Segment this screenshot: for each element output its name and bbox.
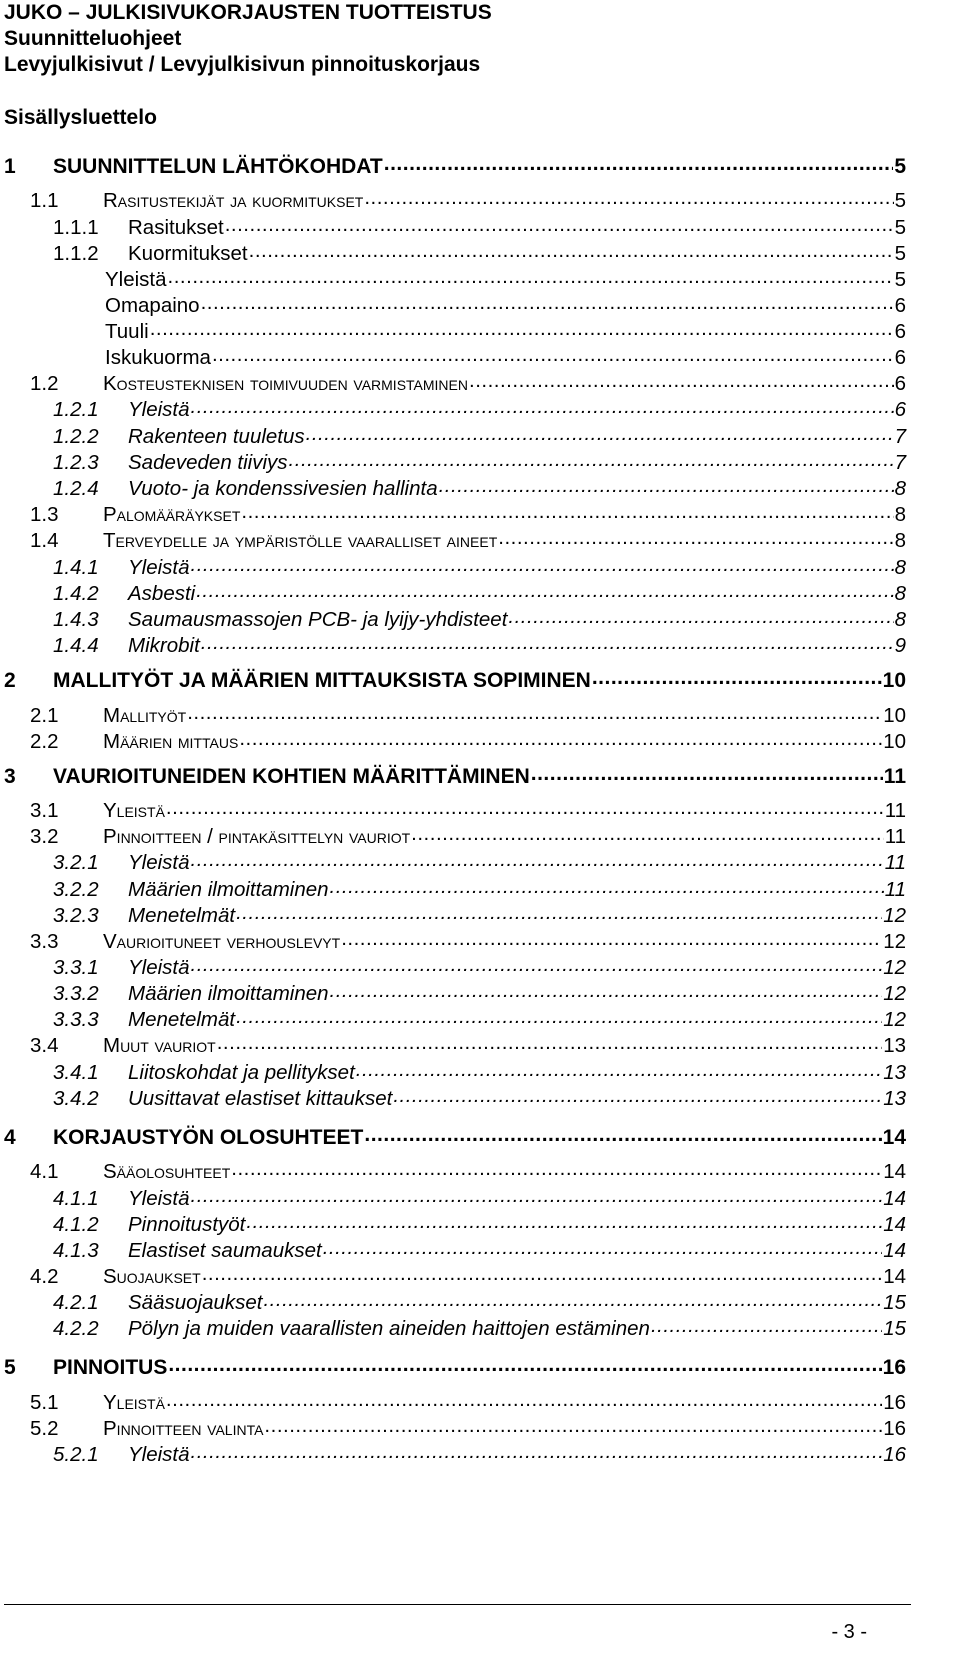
toc-dot-leader (241, 500, 893, 521)
toc-entry[interactable] (105, 343, 906, 369)
toc-dot-leader (384, 152, 894, 173)
toc-entry-title: KORJAUSTYÖN OLOSUHTEET (53, 1126, 364, 1149)
toc-entry[interactable] (53, 1210, 906, 1236)
toc-entry[interactable] (30, 369, 906, 395)
toc-entry[interactable] (53, 395, 906, 421)
toc-dot-leader (651, 1314, 882, 1335)
toc-entry-number: 2.2 (30, 729, 59, 753)
toc-dot-leader (364, 186, 893, 207)
toc-entry-number: 1.4.4 (53, 633, 99, 657)
toc-entry-page: 15 (883, 1290, 906, 1314)
toc-entry-page: 13 (883, 1086, 906, 1110)
toc-dot-leader (201, 291, 894, 312)
toc-entry-title: PINNOITUS (53, 1356, 168, 1379)
toc-entry-number: 3.2.1 (53, 850, 99, 874)
toc-dot-leader (289, 448, 894, 469)
toc-entry-page: 6 (894, 397, 906, 421)
toc-entry[interactable] (30, 701, 906, 727)
toc-entry-page: 10 (882, 669, 906, 692)
toc-entry-title: Määrien ilmoittaminen (128, 981, 329, 1005)
toc-entry[interactable] (53, 1288, 906, 1314)
toc-entry-number: 5.1 (30, 1390, 59, 1414)
toc-entry-page: 14 (883, 1238, 906, 1262)
toc-entry-page: 8 (894, 528, 906, 552)
toc-entry-number: 4.2 (30, 1264, 59, 1288)
toc-entry-page: 16 (882, 1356, 906, 1379)
toc-entry-title: Yleistä (103, 798, 165, 822)
toc-entry-number: 1.2 (30, 371, 59, 395)
toc-entry-number: 4.1.2 (53, 1212, 99, 1236)
toc-dot-leader (323, 1236, 882, 1257)
toc-dot-leader (330, 875, 884, 896)
toc-entry-number: 5.2 (30, 1416, 59, 1440)
toc-entry-title: Sääsuojaukset (128, 1290, 263, 1314)
toc-dot-leader (239, 727, 882, 748)
toc-entry-number: 2.1 (30, 703, 59, 727)
document-header (4, 0, 492, 78)
toc-entry-number: 3.3.1 (53, 955, 99, 979)
toc-dot-leader (212, 343, 894, 364)
toc-entry-page: 12 (883, 981, 906, 1005)
toc-entry-number: 3.4.2 (53, 1086, 99, 1110)
toc-entry-number: 4.1 (30, 1159, 59, 1183)
toc-entry-page: 5 (894, 188, 906, 212)
toc-entry[interactable] (53, 875, 906, 901)
toc-entry-page: 8 (894, 581, 906, 605)
toc-dot-leader (168, 1353, 881, 1374)
toc-entry[interactable] (53, 422, 906, 448)
toc-entry-number: 4.1.1 (53, 1186, 99, 1210)
toc-entry[interactable] (30, 1414, 906, 1440)
toc-entry[interactable] (53, 901, 906, 927)
toc-entry-page: 12 (883, 955, 906, 979)
toc-entry-title: Yleistä (105, 267, 167, 291)
toc-entry-page: 11 (884, 824, 906, 848)
toc-entry-page: 9 (894, 633, 906, 657)
toc-entry-title: Vaurioituneet verhouslevyt (103, 929, 341, 953)
toc-entry-page: 5 (894, 241, 906, 265)
toc-entry-title: Sadeveden tiiviys (128, 450, 288, 474)
toc-entry[interactable] (53, 553, 906, 579)
toc-dot-leader (498, 526, 893, 547)
toc-dot-leader (191, 1440, 883, 1461)
toc-entry[interactable] (53, 1184, 906, 1210)
toc-entry[interactable] (4, 1353, 906, 1379)
toc-entry[interactable] (30, 1157, 906, 1183)
toc-entry-page: 11 (884, 877, 906, 901)
toc-entry[interactable] (105, 317, 906, 343)
toc-entry-title: Sääolosuhteet (103, 1159, 231, 1183)
toc-entry-title: Liitoskohdat ja pellitykset (128, 1060, 355, 1084)
toc-entry-page: 10 (883, 729, 906, 753)
toc-entry-title: Muut vauriot (103, 1033, 216, 1057)
toc-dot-leader (236, 901, 882, 922)
toc-entry[interactable] (30, 1031, 906, 1057)
toc-entry[interactable] (30, 927, 906, 953)
toc-dot-leader (531, 762, 883, 783)
toc-entry-page: 5 (894, 215, 906, 239)
toc-entry[interactable] (53, 448, 906, 474)
toc-dot-leader (246, 1210, 882, 1231)
toc-entry-page: 14 (883, 1186, 906, 1210)
toc-entry-page: 12 (883, 903, 906, 927)
toc-entry-number: 3.3.3 (53, 1007, 99, 1031)
toc-entry-number: 3.2 (30, 824, 59, 848)
toc-entry-title: Yleistä (128, 555, 190, 579)
toc-entry[interactable] (53, 1236, 906, 1262)
toc-entry-title: Asbesti (128, 581, 196, 605)
toc-entry-page: 11 (883, 765, 906, 788)
toc-entry-number: 1.4.3 (53, 607, 99, 631)
toc-entry-page: 12 (883, 929, 906, 953)
toc-entry-number: 3.3 (30, 929, 59, 953)
toc-entry[interactable] (53, 474, 906, 500)
toc-entry-title: Pölyn ja muiden vaarallisten aineiden haittojen estäminen (128, 1316, 650, 1340)
toc-entry[interactable] (53, 1058, 906, 1084)
toc-entry-page: 11 (884, 798, 906, 822)
toc-entry-number: 3.2.3 (53, 903, 99, 927)
toc-entry-number: 1.2.4 (53, 476, 99, 500)
toc-entry[interactable] (30, 186, 906, 212)
toc-dot-leader (393, 1084, 882, 1105)
toc-entry[interactable] (30, 1262, 906, 1288)
toc-dot-leader (150, 317, 894, 338)
toc-entry[interactable] (30, 1388, 906, 1414)
toc-entry-page: 5 (894, 267, 906, 291)
toc-dot-leader (439, 474, 894, 495)
toc-entry-title: Rakenteen tuuletus (128, 424, 305, 448)
toc-dot-leader (201, 631, 894, 652)
toc-entry[interactable] (53, 979, 906, 1005)
toc-dot-leader (249, 239, 894, 260)
toc-entry-number: 4.2.1 (53, 1290, 99, 1314)
toc-dot-leader (191, 953, 883, 974)
header-document-type: Suunnitteluohjeet (4, 27, 182, 50)
toc-entry[interactable] (30, 727, 906, 753)
toc-dot-leader (191, 553, 894, 574)
toc-dot-leader (236, 1005, 882, 1026)
toc-entry-title: Iskukuorma (105, 345, 211, 369)
toc-entry-page: 6 (894, 345, 906, 369)
toc-entry-title: MALLITYÖT JA MÄÄRIEN MITTAUKSISTA SOPIMINEN (53, 669, 591, 692)
toc-entry[interactable] (53, 1005, 906, 1031)
toc-dot-leader (341, 927, 882, 948)
toc-entry[interactable] (53, 1440, 906, 1466)
toc-entry-number: 3.1 (30, 798, 59, 822)
toc-entry-page: 12 (883, 1007, 906, 1031)
toc-dot-leader (168, 265, 894, 286)
toc-entry[interactable] (30, 526, 906, 552)
toc-entry-title: Kosteusteknisen toimivuuden varmistaminen (103, 371, 468, 395)
toc-entry-title: Yleistä (128, 955, 190, 979)
toc-dot-leader (306, 422, 894, 443)
toc-entry[interactable] (105, 265, 906, 291)
toc-entry-title: Vuoto- ja kondenssivesien hallinta (128, 476, 438, 500)
toc-entry-title: Pinnoitustyöt (128, 1212, 246, 1236)
toc-entry-title: Mallityöt (103, 703, 187, 727)
toc-entry-title: Rasitukset (128, 215, 224, 239)
toc-entry-number: 1.4.1 (53, 555, 99, 579)
toc-dot-leader (196, 579, 893, 600)
toc-entry-page: 7 (894, 450, 906, 474)
toc-entry[interactable] (30, 500, 906, 526)
toc-dot-leader (411, 822, 884, 843)
toc-entry-title: Omapaino (105, 293, 200, 317)
toc-entry-title: Yleistä (128, 850, 190, 874)
toc-entry-number: 1.2.3 (53, 450, 99, 474)
toc-entry-number: 1.2.1 (53, 397, 99, 421)
toc-entry-number: 5 (4, 1356, 16, 1379)
toc-entry-page: 6 (894, 319, 906, 343)
toc-dot-leader (264, 1414, 882, 1435)
page-number: - 3 - (831, 1621, 867, 1643)
toc-entry-number: 1.4.2 (53, 581, 99, 605)
toc-entry-page: 16 (883, 1390, 906, 1414)
toc-dot-leader (469, 369, 894, 390)
toc-dot-leader (187, 701, 882, 722)
toc-entry-number: 1 (4, 155, 16, 178)
toc-entry-page: 13 (883, 1060, 906, 1084)
toc-entry-number: 4 (4, 1126, 16, 1149)
toc-dot-leader (166, 796, 884, 817)
toc-entry-title: Rasitustekijät ja kuormitukset (103, 188, 364, 212)
toc-entry[interactable] (53, 1084, 906, 1110)
toc-entry-title: Yleistä (128, 1186, 190, 1210)
toc-entry-number: 4.2.2 (53, 1316, 99, 1340)
toc-entry-number: 3.4 (30, 1033, 59, 1057)
toc-entry-number: 1.1.2 (53, 241, 99, 265)
toc-entry[interactable] (53, 848, 906, 874)
toc-entry-number: 1.1.1 (53, 215, 99, 239)
toc-entry-page: 15 (883, 1316, 906, 1340)
toc-entry-page: 7 (894, 424, 906, 448)
toc-entry-number: 1.4 (30, 528, 59, 552)
toc-entry-page: 10 (883, 703, 906, 727)
toc-entry-number: 1.3 (30, 502, 59, 526)
toc-dot-leader (225, 213, 894, 234)
toc-entry[interactable] (4, 152, 906, 178)
toc-entry-page: 16 (883, 1416, 906, 1440)
toc-dot-leader (364, 1123, 881, 1144)
toc-entry-title: Kuormitukset (128, 241, 248, 265)
toc-entry[interactable] (53, 239, 906, 265)
toc-entry-number: 3.3.2 (53, 981, 99, 1005)
toc-entry[interactable] (30, 796, 906, 822)
toc-entry[interactable] (4, 762, 906, 788)
toc-entry-title: Palomääräykset (103, 502, 241, 526)
header-project-title: JUKO – JULKISIVUKORJAUSTEN TUOTTEISTUS (4, 1, 492, 24)
toc-entry-title: Terveydelle ja ympäristölle vaaralliset aineet (103, 528, 498, 552)
toc-entry-page: 11 (884, 850, 906, 874)
toc-entry-title: Uusittavat elastiset kittaukset (128, 1086, 393, 1110)
toc-entry-title: SUUNNITTELUN LÄHTÖKOHDAT (53, 155, 383, 178)
toc-entry-title: Pinnoitteen / pintakäsittelyn vauriot (103, 824, 411, 848)
toc-entry[interactable] (53, 1314, 906, 1340)
toc-entry-page: 6 (894, 371, 906, 395)
toc-entry[interactable] (4, 1123, 906, 1149)
toc-entry-title: Määrien ilmoittaminen (128, 877, 329, 901)
toc-entry-number: 4.1.3 (53, 1238, 99, 1262)
toc-entry-number: 1.1 (30, 188, 59, 212)
toc-entry[interactable] (53, 631, 906, 657)
toc-entry-title: Suojaukset (103, 1264, 201, 1288)
toc-entry-number: 3 (4, 765, 16, 788)
toc-entry-title: Mikrobit (128, 633, 200, 657)
toc-entry-number: 1.2.2 (53, 424, 99, 448)
toc-entry-number: 3.2.2 (53, 877, 99, 901)
toc-entry-page: 16 (883, 1442, 906, 1466)
toc-entry[interactable] (53, 213, 906, 239)
toc-dot-leader (191, 848, 884, 869)
toc-entry-number: 3.4.1 (53, 1060, 99, 1084)
toc-dot-leader (231, 1157, 882, 1178)
toc-entry-page: 5 (894, 155, 906, 178)
toc-entry[interactable] (53, 579, 906, 605)
toc-entry-title: Elastiset saumaukset (128, 1238, 322, 1262)
toc-entry[interactable] (30, 822, 906, 848)
toc-entry-title: Menetelmät (128, 903, 236, 927)
toc-dot-leader (217, 1031, 882, 1052)
toc-entry-page: 8 (894, 502, 906, 526)
toc-entry-page: 6 (894, 293, 906, 317)
toc-entry-title: Yleistä (128, 397, 190, 421)
toc-entry-title: Menetelmät (128, 1007, 236, 1031)
toc-entry-page: 13 (883, 1033, 906, 1057)
toc-entry-page: 8 (894, 476, 906, 500)
toc-entry-title: Yleistä (128, 1442, 190, 1466)
toc-entry-title: VAURIOITUNEIDEN KOHTIEN MÄÄRITTÄMINEN (53, 765, 530, 788)
toc-entry-title: Yleistä (103, 1390, 165, 1414)
toc-entry[interactable] (53, 953, 906, 979)
header-document-subject: Levyjulkisivut / Levyjulkisivun pinnoituskorjaus (4, 53, 481, 76)
toc-dot-leader (508, 605, 893, 626)
toc-entry[interactable] (105, 291, 906, 317)
toc-entry[interactable] (4, 666, 906, 692)
toc-dot-leader (191, 395, 894, 416)
toc-dot-leader (356, 1058, 882, 1079)
toc-entry-page: 8 (894, 555, 906, 579)
footer-divider (4, 1604, 911, 1605)
toc-entry-page: 14 (882, 1126, 906, 1149)
toc-entry-number: 2 (4, 669, 16, 692)
toc-entry-title: Tuuli (105, 319, 149, 343)
toc-entry-page: 14 (883, 1159, 906, 1183)
toc-heading: Sisällysluettelo (4, 106, 157, 129)
toc-entry-title: Saumausmassojen PCB- ja lyijy-yhdisteet (128, 607, 508, 631)
toc-entry-title: Määrien mittaus (103, 729, 239, 753)
toc-entry[interactable] (53, 605, 906, 631)
toc-entry-page: 14 (883, 1212, 906, 1236)
toc-entry-page: 8 (894, 607, 906, 631)
toc-dot-leader (263, 1288, 882, 1309)
toc-entry-title: Pinnoitteen valinta (103, 1416, 264, 1440)
toc-dot-leader (330, 979, 883, 1000)
toc-dot-leader (592, 666, 882, 687)
toc-entry-number: 5.2.1 (53, 1442, 99, 1466)
toc-entry-page: 14 (883, 1264, 906, 1288)
toc-dot-leader (191, 1184, 883, 1205)
toc-dot-leader (166, 1388, 882, 1409)
toc-dot-leader (202, 1262, 883, 1283)
page-number-footer (0, 1621, 909, 1644)
